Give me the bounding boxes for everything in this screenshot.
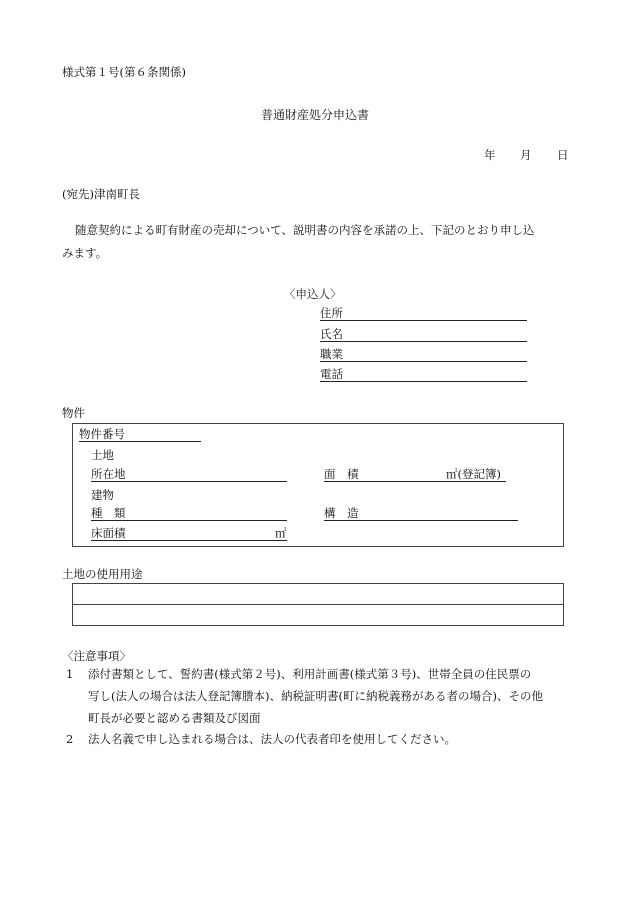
floor-area-label: 床面積	[91, 526, 126, 540]
property-heading: 物件	[62, 406, 85, 420]
building-label: 建物	[91, 488, 114, 502]
applicant-phone-label: 電話	[320, 367, 343, 381]
date-year-label: 年	[484, 148, 496, 162]
applicant-address-field[interactable]	[320, 305, 527, 321]
applicant-heading: 〈申込人〉	[284, 287, 342, 301]
document-title: 普通財産処分申込書	[261, 108, 370, 122]
building-structure-label: 構 造	[324, 506, 359, 520]
land-location-field[interactable]	[91, 466, 287, 482]
floor-area-field[interactable]	[91, 525, 287, 541]
note-1-line-1: 添付書類として、誓約書(様式第２号)、利用計画書(様式第３号)、世帯全員の住民票の	[88, 667, 532, 681]
intro-line-2: みます。	[62, 246, 108, 260]
applicant-address-label: 住所	[320, 306, 343, 320]
date-month-label: 月	[520, 148, 532, 162]
note-2-line-1: 法人名義で申し込まれる場合は、法人の代表者印を使用してください。	[88, 732, 456, 746]
note-2-number: 2	[66, 732, 74, 746]
intro-line-1: 随意契約による町有財産の売却について、説明書の内容を承諾の上、下記のとおり申し込	[75, 223, 535, 237]
property-number-field[interactable]	[79, 426, 201, 442]
notes-heading: 〈注意事項〉	[62, 649, 131, 663]
property-number-label: 物件番号	[79, 427, 125, 441]
land-label: 土地	[91, 448, 114, 462]
note-1-line-2: 写し(法人の場合は法人登記簿謄本)、納税証明書(町に納税義務がある者の場合)、その他	[88, 689, 543, 703]
applicant-name-label: 氏名	[320, 327, 343, 341]
building-type-field[interactable]	[91, 505, 287, 521]
land-area-field[interactable]	[324, 466, 506, 482]
note-1-line-3: 町長が必要と認める書類及び図面	[88, 711, 261, 725]
form-number: 様式第１号(第６条関係)	[62, 65, 186, 79]
applicant-occupation-label: 職業	[320, 347, 343, 361]
applicant-phone-field[interactable]	[320, 366, 527, 382]
building-type-label: 種 類	[91, 506, 126, 520]
land-use-heading: 土地の使用用途	[62, 567, 143, 581]
date-day-label: 日	[557, 148, 569, 162]
applicant-occupation-field[interactable]	[320, 346, 527, 362]
note-1-number: 1	[66, 667, 74, 681]
land-area-label: 面 積	[324, 467, 359, 481]
land-use-box[interactable]	[72, 583, 564, 626]
building-structure-field[interactable]	[324, 505, 518, 521]
floor-area-unit: ㎡	[275, 526, 287, 540]
addressee: (宛先)津南町長	[62, 187, 140, 201]
land-area-unit: ㎡(登記簿)	[446, 467, 501, 481]
land-use-divider	[73, 604, 563, 605]
land-location-label: 所在地	[91, 467, 126, 481]
applicant-name-field[interactable]	[320, 326, 527, 342]
